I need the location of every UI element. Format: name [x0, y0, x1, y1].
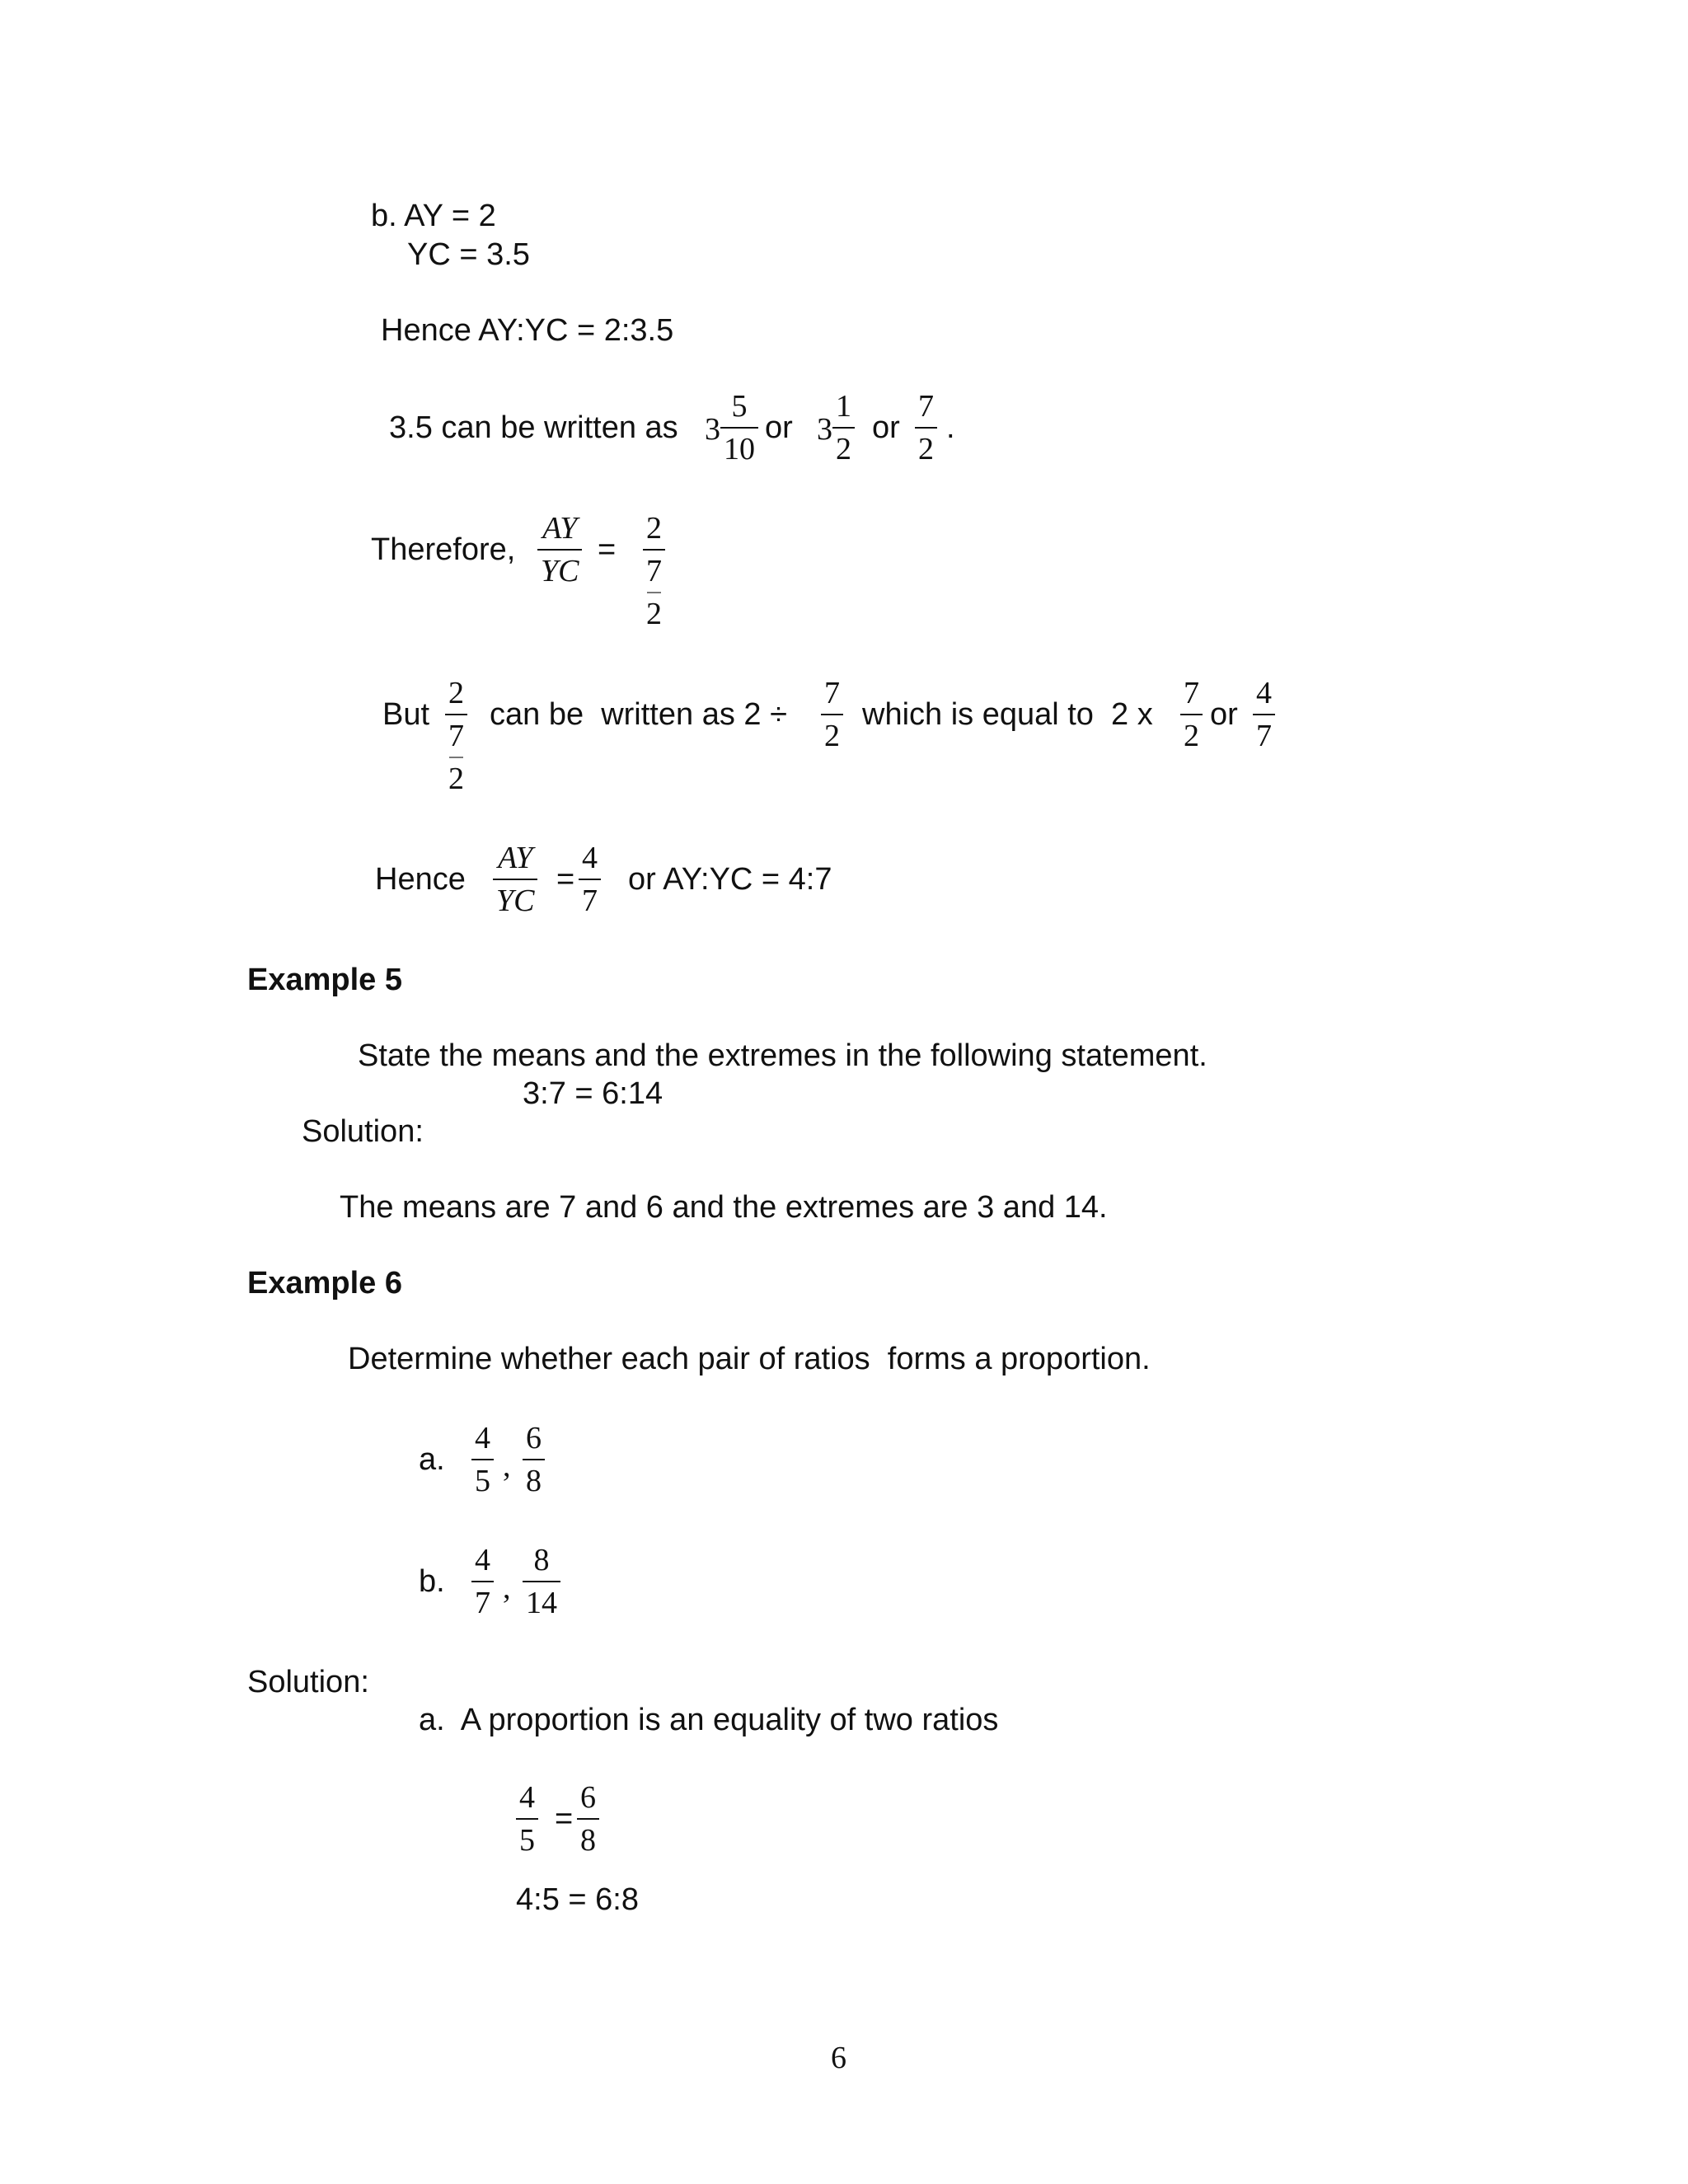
fraction-bar-short — [449, 757, 462, 758]
therefore-text: Therefore, — [371, 532, 516, 567]
a-fraction-1 — [471, 1422, 494, 1497]
mul-denominator: 2 — [1184, 719, 1199, 753]
example5-heading: Example 5 — [247, 963, 402, 997]
sol-f2-denominator: 8 — [580, 1823, 596, 1858]
or-text-2: or — [872, 410, 900, 445]
fraction-bar — [445, 714, 467, 715]
frac3-numerator: 7 — [918, 389, 934, 424]
or-text-1: or — [765, 410, 793, 445]
a-f2-numerator: 6 — [526, 1421, 542, 1455]
fraction-bar — [523, 1459, 545, 1460]
can-be-written-text: can be written as 2 ÷ — [490, 697, 787, 732]
period: . — [946, 410, 955, 445]
solution-a-text: a. A proportion is an equality of two ratios — [419, 1703, 999, 1737]
example5-statement: State the means and the extremes in the following statement. — [358, 1038, 1207, 1073]
mixed2-whole: 3 — [817, 412, 832, 447]
complex-fraction — [643, 513, 665, 630]
a-f2-denominator: 8 — [526, 1464, 542, 1498]
fraction-bar — [523, 1581, 560, 1582]
which-equal-text: which is equal to 2 x — [862, 697, 1153, 732]
but-complex-fraction — [445, 677, 467, 794]
hence-ay-yc-fraction — [493, 842, 537, 916]
result-numerator: 4 — [1256, 676, 1272, 710]
written-as-text: 3.5 can be written as — [389, 410, 678, 445]
item-b-label: b. — [419, 1564, 445, 1599]
mixed2-numerator: 1 — [836, 389, 851, 424]
example6-heading: Example 6 — [247, 1266, 402, 1301]
hence-ratio-line: Hence AY:YC = 2:3.5 — [381, 313, 674, 348]
fraction-bar — [577, 1818, 599, 1820]
b-f1-denominator: 7 — [475, 1586, 490, 1620]
mixed2-denominator: 2 — [836, 432, 851, 466]
sol-equals: = — [555, 1802, 574, 1836]
frac3-denominator: 2 — [918, 432, 934, 466]
b-fraction-1 — [471, 1544, 494, 1619]
fraction-bar — [720, 427, 758, 429]
hence-yc-denominator: YC — [496, 883, 535, 918]
example5-answer: The means are 7 and 6 and the extremes are 3 and 14. — [340, 1190, 1108, 1225]
mixed1-numerator: 5 — [731, 389, 748, 424]
a-fraction-2 — [523, 1422, 545, 1497]
hence-denominator: 7 — [582, 883, 598, 918]
ratio-line: 4:5 = 6:8 — [516, 1882, 639, 1917]
example5-solution-label: Solution: — [302, 1114, 424, 1149]
cf-top: 2 — [646, 511, 662, 546]
a-f1-denominator: 5 — [475, 1464, 490, 1498]
mixed1-whole: 3 — [705, 412, 720, 447]
page-number: 6 — [831, 2041, 846, 2075]
hence-ay-numerator: AY — [498, 841, 533, 875]
mul-numerator: 7 — [1184, 676, 1199, 710]
example6-statement: Determine whether each pair of ratios forms a proportion. — [348, 1342, 1151, 1376]
or-text-3: or — [1210, 697, 1238, 732]
equals-sign: = — [598, 532, 617, 567]
fraction-bar-short — [647, 592, 660, 593]
example5-equation: 3:7 = 6:14 — [523, 1076, 663, 1111]
fraction-bar — [471, 1581, 494, 1582]
fraction-bar — [915, 427, 937, 429]
fraction-bar — [579, 879, 601, 880]
result-fraction — [1253, 677, 1275, 752]
div-fraction — [821, 677, 843, 752]
cf-bot: 2 — [646, 597, 662, 631]
item-a-label: a. — [419, 1442, 445, 1477]
fraction-bar — [471, 1459, 494, 1460]
fraction-bar — [821, 714, 843, 715]
but-cf-bot: 2 — [448, 762, 464, 796]
fraction-bar — [493, 879, 537, 880]
yc-denominator: YC — [541, 554, 579, 588]
hence-result-fraction — [579, 842, 601, 916]
mixed2-fraction — [832, 391, 855, 465]
b-f1-numerator: 4 — [475, 1543, 490, 1577]
sol-f1-numerator: 4 — [519, 1780, 535, 1815]
fraction-bar — [1253, 714, 1275, 715]
b-f2-denominator: 14 — [526, 1586, 557, 1620]
part-b-line2: YC = 3.5 — [407, 237, 530, 272]
sol-fraction-1 — [516, 1782, 538, 1856]
result-denominator: 7 — [1256, 719, 1272, 753]
mul-fraction — [1180, 677, 1203, 752]
cf-mid: 7 — [646, 554, 662, 588]
hence-equals: = — [556, 862, 575, 897]
fraction-bar — [516, 1818, 538, 1820]
sol-f2-numerator: 6 — [580, 1780, 596, 1815]
hence-text: Hence — [375, 862, 466, 897]
fraction-bar — [1180, 714, 1203, 715]
frac3-fraction — [915, 391, 937, 465]
fraction-bar — [832, 427, 855, 429]
a-f1-numerator: 4 — [475, 1421, 490, 1455]
but-text: But — [382, 697, 430, 732]
mixed1-fraction — [720, 391, 758, 465]
ay-numerator: AY — [542, 511, 578, 546]
sol-fraction-2 — [577, 1782, 599, 1856]
but-cf-top: 2 — [448, 676, 464, 710]
b-fraction-2 — [523, 1544, 560, 1619]
fraction-bar — [643, 549, 665, 551]
sol-f1-denominator: 5 — [519, 1823, 535, 1858]
div-numerator: 7 — [824, 676, 840, 710]
mixed1-denominator: 10 — [724, 432, 755, 466]
b-comma: , — [503, 1571, 511, 1605]
b-f2-numerator: 8 — [533, 1543, 550, 1577]
hence-tail-text: or AY:YC = 4:7 — [628, 862, 832, 897]
a-comma: , — [503, 1449, 511, 1483]
div-denominator: 2 — [824, 719, 840, 753]
but-cf-mid: 7 — [448, 719, 464, 753]
hence-numerator: 4 — [582, 841, 598, 875]
ay-over-yc-fraction — [537, 513, 582, 587]
example6-solution-label: Solution: — [247, 1665, 369, 1699]
fraction-bar — [537, 549, 582, 551]
part-b-line1: b. AY = 2 — [371, 199, 496, 233]
